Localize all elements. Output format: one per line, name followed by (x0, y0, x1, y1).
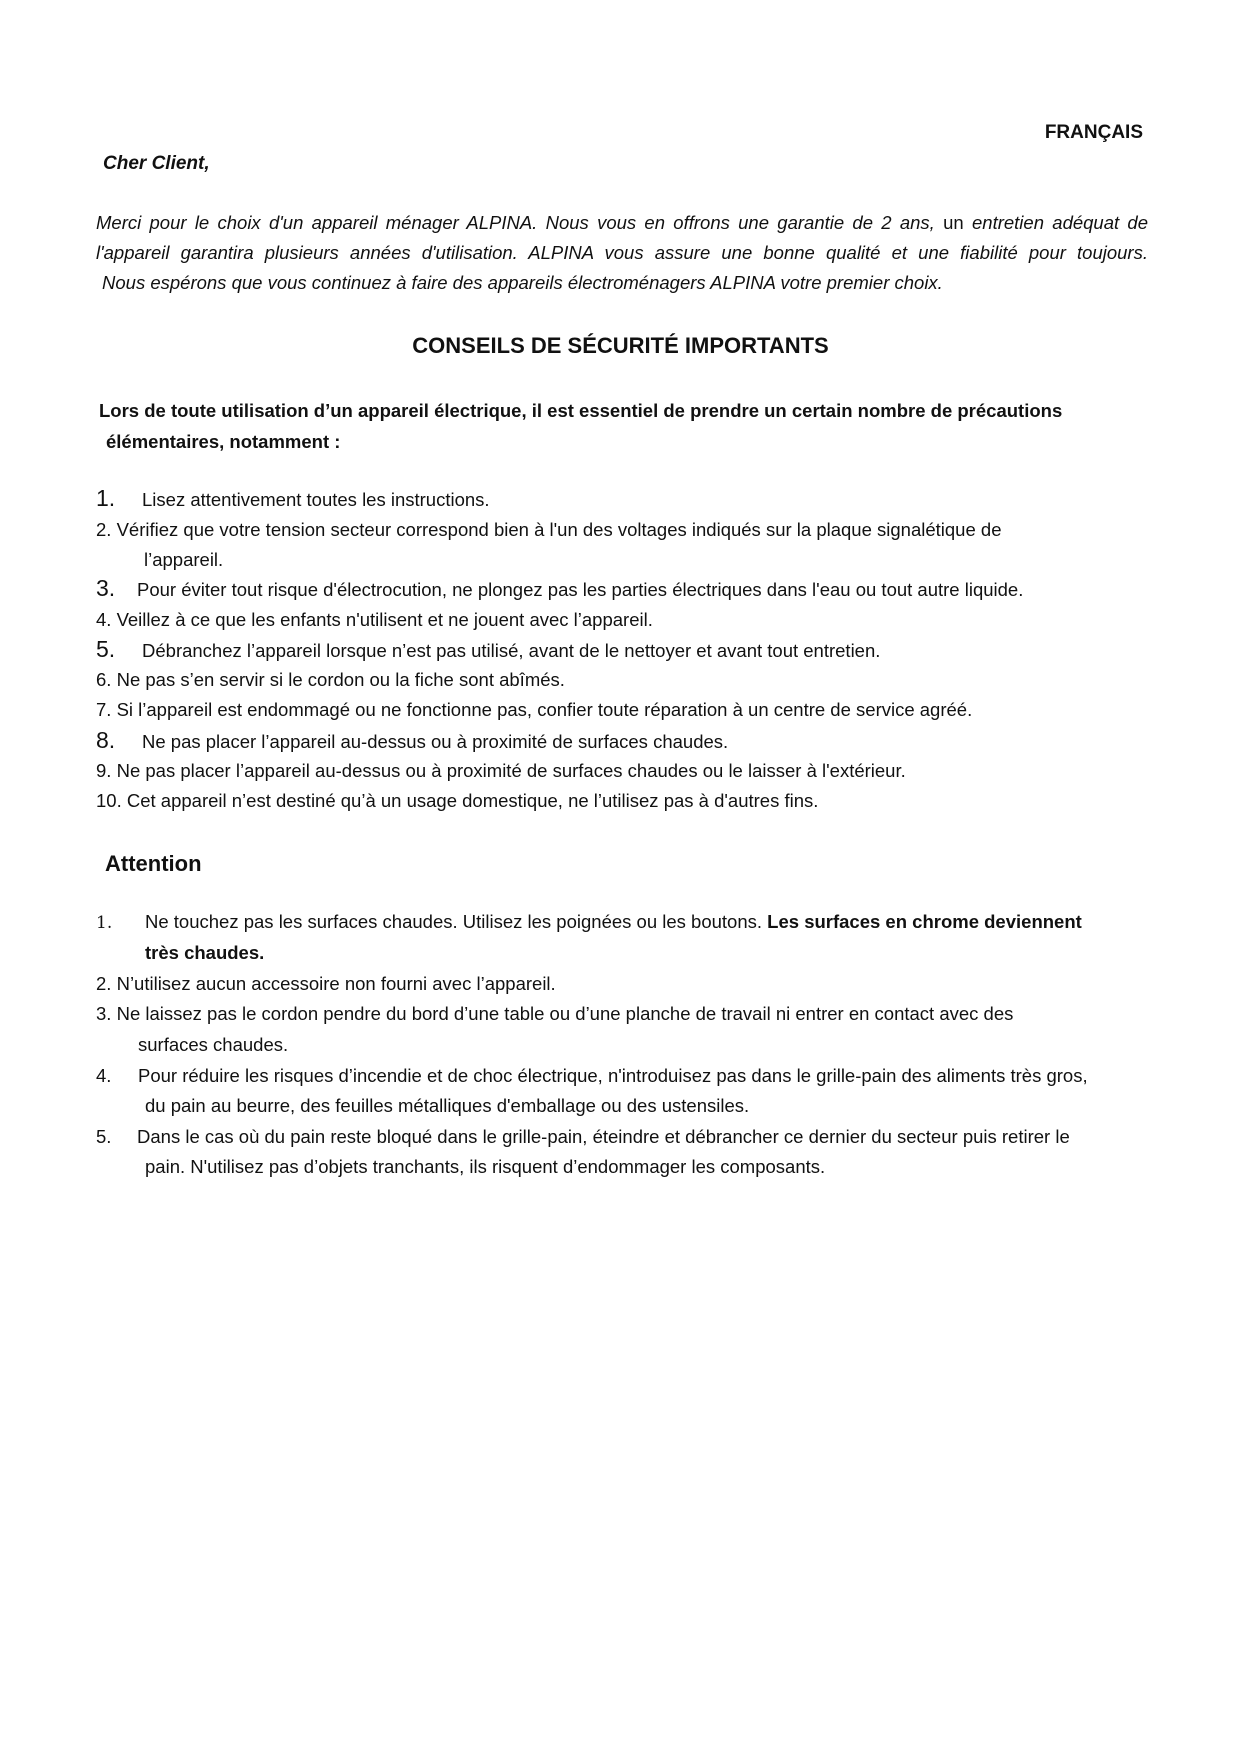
list-item: 8. Ne pas placer l’appareil au-dessus ou à proximité de surfaces chaudes. (96, 727, 729, 753)
list-item: 3. Ne laissez pas le cordon pendre du bord d’une table ou d’une planche de travail ni entrer en contact avec des (96, 1003, 1014, 1024)
list-item: 6. Ne pas s’en servir si le cordon ou la fiche sont abîmés. (96, 669, 565, 690)
lead-line-1: Lors de toute utilisation d’un appareil électrique, il est essentiel de prendre un certain nombre de précautions (99, 400, 1063, 421)
list-item-continuation: l’appareil. (144, 549, 224, 570)
list-item-continuation: du pain au beurre, des feuilles métalliques d'emballage ou des ustensiles. (145, 1095, 750, 1116)
list-item: 10. Cet appareil n’est destiné qu’à un usage domestique, ne l’utilisez pas à d'autres fins. (96, 790, 819, 811)
list-item: 1. Lisez attentivement toutes les instructions. (96, 485, 490, 511)
list-item: 4. Veillez à ce que les enfants n'utilisent et ne jouent avec l’appareil. (96, 609, 653, 630)
section-title: CONSEILS DE SÉCURITÉ IMPORTANTS (412, 333, 829, 358)
list-item: 2. Vérifiez que votre tension secteur correspond bien à l'un des voltages indiqués sur la plaque signalétique de (96, 519, 1002, 540)
lead-paragraph (99, 395, 1149, 457)
list-item: 5. Dans le cas où du pain reste bloqué dans le grille-pain, éteindre et débrancher ce dernier du secteur puis retirer le (96, 1126, 1070, 1147)
intro-line-2: l'appareil garantira plusieurs années d'utilisation. ALPINA vous assure une bonne qualité et une fiabilité pour toujours. (96, 242, 1148, 263)
list-item-continuation: pain. N'utilisez pas d’objets tranchants, ils risquent d’endommager les composants. (145, 1156, 826, 1177)
list-item: 2. N’utilisez aucun accessoire non fourni avec l’appareil. (96, 973, 556, 994)
list-item: 9. Ne pas placer l’appareil au-dessus ou à proximité de surfaces chaudes ou le laisser à l'extérieur. (96, 760, 906, 781)
intro-line-3: Nous espérons que vous continuez à faire des appareils électroménagers ALPINA votre premier choix. (102, 272, 943, 293)
lead-line-2: élémentaires, notamment : (106, 431, 341, 452)
list-item: 5. Débranchez l’appareil lorsque n’est pas utilisé, avant de le nettoyer et avant tout entretien. (96, 636, 881, 662)
greeting: Cher Client, (103, 153, 210, 174)
intro-line-1: Merci pour le choix d'un appareil ménager ALPINA. Nous vous en offrons une garantie de 2 ans, un entretien adéquat de (96, 212, 1149, 233)
language-label: FRANÇAIS (1044, 122, 1143, 143)
list-item: 3. Pour éviter tout risque d'électrocution, ne plongez pas les parties électriques dans l'eau ou tout autre liquide. (96, 575, 1024, 601)
list-item: 1. Ne touchez pas les surfaces chaudes. Utilisez les poignées ou les boutons. Les surfaces en chrome deviennent (96, 911, 1082, 933)
attention-heading: Attention (105, 851, 202, 876)
list-item: 4. Pour réduire les risques d’incendie et de choc électrique, n'introduisez pas dans le grille-pain des aliments très gros, (96, 1065, 1088, 1086)
list-item-continuation: très chaudes. (145, 942, 265, 963)
list-item: 7. Si l’appareil est endommagé ou ne fonctionne pas, confier toute réparation à un centre de service agréé. (96, 699, 973, 720)
intro-paragraph (96, 208, 1148, 298)
list-item-continuation: surfaces chaudes. (138, 1034, 289, 1055)
